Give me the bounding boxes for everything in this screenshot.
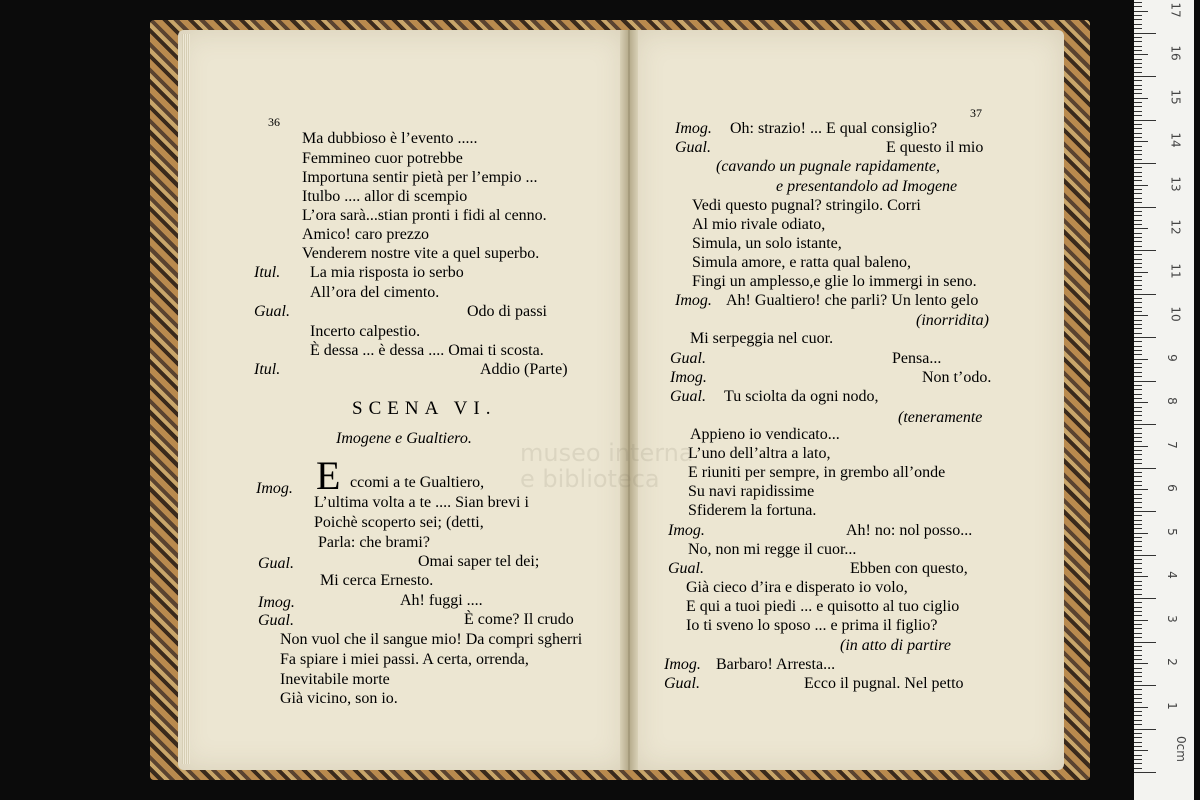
verse-line: Io ti sveno lo sposo ... e prima il figlio? (686, 617, 938, 634)
ruler-minor-tick (1134, 154, 1142, 155)
ruler-minor-tick (1134, 172, 1142, 173)
verse-line: Itulbo .... allor di scempio (302, 188, 468, 205)
scene-heading: SCENA VI. (352, 398, 497, 419)
ruler-minor-tick (1134, 711, 1142, 712)
ruler-minor-tick (1134, 159, 1142, 160)
speaker-label: Gual. (670, 350, 706, 367)
ruler-minor-tick (1134, 528, 1142, 529)
speaker-label: Gual. (258, 555, 294, 572)
verse-line: Vedi questo pugnal? stringilo. Corri (692, 197, 921, 214)
ruler-minor-tick (1134, 676, 1142, 677)
ruler-minor-tick (1134, 450, 1142, 451)
ruler-minor-tick (1134, 607, 1142, 608)
ruler-minor-tick (1134, 150, 1142, 151)
verse-line: Ah! Gualtiero! che parli? Un lento gelo (726, 292, 979, 309)
verse-line: L’uno dell’altra a lato, (688, 445, 831, 462)
ruler-tick (1134, 685, 1156, 686)
verse-line: Inevitabile morte (280, 671, 390, 688)
verse-line: Importuna sentir pietà per l’empio ... (302, 169, 538, 186)
ruler-minor-tick (1134, 715, 1142, 716)
speaker-label: Imog. (256, 480, 293, 497)
speaker-label: Imog. (675, 120, 712, 137)
verse-line: No, non mi regge il cuor... (688, 541, 857, 558)
speaker-label: Gual. (668, 560, 704, 577)
ruler-minor-tick (1134, 472, 1142, 473)
ruler-minor-tick (1134, 576, 1148, 577)
ruler-minor-tick (1134, 759, 1142, 760)
ruler-label: 10 (1168, 306, 1183, 322)
ruler-label: 7 (1164, 440, 1179, 449)
ruler-minor-tick (1134, 363, 1142, 364)
ruler-minor-tick (1134, 624, 1142, 625)
ruler-label: 2 (1164, 658, 1179, 666)
ruler-minor-tick (1134, 507, 1142, 508)
ruler-minor-tick (1134, 646, 1142, 647)
ruler-label: 4 (1164, 571, 1179, 579)
ruler-minor-tick (1134, 750, 1148, 751)
ruler-minor-tick (1134, 768, 1142, 769)
ruler-minor-tick (1134, 328, 1142, 329)
ruler-minor-tick (1134, 98, 1148, 99)
ruler-minor-tick (1134, 742, 1142, 743)
ruler-minor-tick (1134, 550, 1142, 551)
ruler-minor-tick (1134, 737, 1142, 738)
ruler-minor-tick (1134, 41, 1142, 42)
ruler-minor-tick (1134, 241, 1142, 242)
ruler-tick (1134, 207, 1156, 208)
ruler-minor-tick (1134, 267, 1142, 268)
page-number-right: 37 (970, 106, 982, 120)
verse-line: Mi serpeggia nel cuor. (690, 330, 834, 347)
ruler-minor-tick (1134, 541, 1142, 542)
ruler-minor-tick (1134, 498, 1142, 499)
ruler-minor-tick (1134, 102, 1142, 103)
ruler-minor-tick (1134, 520, 1142, 521)
ruler-minor-tick (1134, 724, 1142, 725)
page-number-left: 36 (268, 115, 280, 129)
ruler-minor-tick (1134, 80, 1142, 81)
ruler-minor-tick (1134, 367, 1142, 368)
ruler-minor-tick (1134, 763, 1142, 764)
ruler-label: 16 (1168, 45, 1183, 61)
verse-line: Simula, un solo istante, (692, 235, 842, 252)
ruler-tick (1134, 163, 1156, 164)
verse-line: Appieno io vendicato... (690, 426, 840, 443)
verse-line: E questo il mio (886, 139, 984, 156)
verse-line: Pensa... (892, 350, 942, 367)
ruler-tick (1134, 381, 1156, 382)
verse-line: ccomi a te Gualtiero, (350, 474, 485, 491)
ruler-label: 5 (1164, 527, 1179, 536)
ruler-minor-tick (1134, 494, 1142, 495)
ruler-minor-tick (1134, 672, 1142, 673)
ruler-minor-tick (1134, 411, 1142, 412)
ruler-minor-tick (1134, 298, 1142, 299)
ruler-minor-tick (1134, 85, 1142, 86)
speaker-label: Gual. (675, 139, 711, 156)
ruler-minor-tick (1134, 459, 1142, 460)
ruler-minor-tick (1134, 611, 1142, 612)
measurement-ruler (1134, 0, 1194, 800)
ruler-minor-tick (1134, 454, 1142, 455)
ruler-minor-tick (1134, 315, 1148, 316)
ruler-minor-tick (1134, 37, 1142, 38)
ruler-minor-tick (1134, 346, 1142, 347)
ruler-tick (1134, 294, 1156, 295)
speaker-label: Imog. (670, 369, 707, 386)
ruler-minor-tick (1134, 185, 1148, 186)
ruler-minor-tick (1134, 224, 1142, 225)
ruler-minor-tick (1134, 167, 1142, 168)
ruler-minor-tick (1134, 176, 1142, 177)
ruler-minor-tick (1134, 668, 1142, 669)
verse-line: Addio (Parte) (480, 361, 568, 378)
ruler-minor-tick (1134, 533, 1148, 534)
ruler-minor-tick (1134, 280, 1142, 281)
ruler-minor-tick (1134, 594, 1142, 595)
ruler-minor-tick (1134, 198, 1142, 199)
ruler-minor-tick (1134, 398, 1142, 399)
ruler-minor-tick (1134, 115, 1142, 116)
ruler-minor-tick (1134, 254, 1142, 255)
speaker-label: Imog. (675, 292, 712, 309)
verse-line: Amico! caro prezzo (302, 226, 430, 243)
ruler-minor-tick (1134, 481, 1142, 482)
ruler-label: 0cm (1173, 736, 1188, 762)
ruler-minor-tick (1134, 72, 1142, 73)
ruler-minor-tick (1134, 263, 1142, 264)
ruler-minor-tick (1134, 581, 1142, 582)
speaker-label: Gual. (664, 675, 700, 692)
ruler-minor-tick (1134, 354, 1142, 355)
verse-line: Mi cerca Ernesto. (320, 572, 434, 589)
ruler-minor-tick (1134, 180, 1142, 181)
ruler-tick (1134, 468, 1156, 469)
ruler-minor-tick (1134, 146, 1142, 147)
ruler-label: 9 (1164, 353, 1179, 362)
drop-cap-letter: E (316, 453, 341, 498)
verse-line: Odo di passi (467, 303, 547, 320)
ruler-minor-tick (1134, 559, 1142, 560)
verse-line: Su navi rapidissime (688, 483, 815, 500)
ruler-label: 1 (1164, 701, 1179, 710)
verse-line: E riuniti per sempre, in grembo all’onde (688, 464, 946, 481)
verse-line: Omai saper tel dei; (418, 553, 540, 570)
ruler-minor-tick (1134, 572, 1142, 573)
ruler-minor-tick (1134, 276, 1142, 277)
verse-line: È dessa ... è dessa .... Omai ti scosta. (310, 342, 544, 359)
ruler-minor-tick (1134, 446, 1148, 447)
ruler-minor-tick (1134, 307, 1142, 308)
verse-line: Ma dubbioso è l’evento ..... (302, 130, 478, 147)
ruler-minor-tick (1134, 228, 1148, 229)
stage-direction: (inorridita) (916, 312, 989, 329)
ruler-minor-tick (1134, 407, 1142, 408)
ruler-minor-tick (1134, 489, 1148, 490)
ruler-minor-tick (1134, 350, 1142, 351)
library-watermark (520, 440, 694, 492)
ruler-minor-tick (1134, 202, 1142, 203)
verse-line: Fingi un amplesso,e glie lo immergi in seno. (692, 273, 977, 290)
ruler-minor-tick (1134, 602, 1142, 603)
ruler-minor-tick (1134, 50, 1142, 51)
ruler-minor-tick (1134, 615, 1142, 616)
ruler-minor-tick (1134, 89, 1142, 90)
verse-line: Già cieco d’ira e disperato io volo, (686, 579, 908, 596)
ruler-minor-tick (1134, 237, 1142, 238)
verse-line: Venderem nostre vite a quel superbo. (302, 245, 540, 262)
ruler-minor-tick (1134, 385, 1142, 386)
verse-line: Ah! fuggi .... (400, 592, 483, 609)
stage-direction: e presentandolo ad Imogene (776, 178, 958, 195)
book-gutter (620, 30, 638, 770)
verse-line: È come? Il crudo (464, 611, 574, 628)
verse-line: Incerto calpestio. (310, 323, 421, 340)
ruler-label: 15 (1168, 88, 1183, 105)
ruler-label: 11 (1168, 262, 1183, 279)
ruler-minor-tick (1134, 359, 1148, 360)
ruler-minor-tick (1134, 302, 1142, 303)
watermark-line: e biblioteca (520, 465, 660, 493)
ruler-minor-tick (1134, 515, 1142, 516)
ruler-tick (1134, 76, 1156, 77)
verse-line: Non vuol che il sangue mio! Da compri sgherri (280, 631, 583, 648)
ruler-tick (1134, 120, 1156, 121)
ruler-minor-tick (1134, 141, 1148, 142)
ruler-minor-tick (1134, 11, 1148, 12)
ruler-minor-tick (1134, 320, 1142, 321)
ruler-minor-tick (1134, 59, 1142, 60)
ruler-minor-tick (1134, 19, 1142, 20)
ruler-label: 13 (1168, 175, 1183, 192)
ruler-minor-tick (1134, 441, 1142, 442)
ruler-minor-tick (1134, 755, 1142, 756)
stage-direction: (teneramente (898, 409, 983, 426)
ruler-minor-tick (1134, 189, 1142, 190)
verse-line: La mia risposta io serbo (310, 264, 464, 281)
verse-line: All’ora del cimento. (310, 284, 440, 301)
verse-line: Barbaro! Arresta... (716, 656, 836, 673)
ruler-minor-tick (1134, 2, 1142, 3)
ruler-minor-tick (1134, 650, 1142, 651)
ruler-minor-tick (1134, 6, 1142, 7)
speaker-label: Itul. (254, 264, 281, 281)
ruler-minor-tick (1134, 324, 1142, 325)
speaker-label: Itul. (254, 361, 281, 378)
ruler-minor-tick (1134, 272, 1148, 273)
ruler-minor-tick (1134, 663, 1148, 664)
ruler-minor-tick (1134, 246, 1142, 247)
ruler-minor-tick (1134, 681, 1142, 682)
ruler-minor-tick (1134, 733, 1142, 734)
ruler-minor-tick (1134, 133, 1142, 134)
ruler-minor-tick (1134, 402, 1148, 403)
ruler-tick (1134, 337, 1156, 338)
ruler-minor-tick (1134, 28, 1142, 29)
ruler-minor-tick (1134, 372, 1142, 373)
watermark-line: museo interna (520, 439, 694, 467)
speaker-label: Gual. (254, 303, 290, 320)
ruler-tick (1134, 729, 1156, 730)
ruler-tick (1134, 555, 1156, 556)
ruler-minor-tick (1134, 220, 1142, 221)
verse-line: Già vicino, son io. (280, 690, 398, 707)
ruler-minor-tick (1134, 689, 1142, 690)
ruler-tick (1134, 598, 1156, 599)
stage-direction: (in atto di partire (840, 637, 951, 654)
ruler-minor-tick (1134, 537, 1142, 538)
verse-line: Al mio rivale odiato, (692, 216, 826, 233)
ruler-minor-tick (1134, 376, 1142, 377)
verse-line: Non t’odo. (922, 369, 992, 386)
ruler-label: 8 (1164, 397, 1179, 405)
verse-line: Ah! no: nol posso... (846, 522, 973, 539)
ruler-label: 12 (1168, 219, 1183, 235)
ruler-minor-tick (1134, 659, 1142, 660)
ruler-minor-tick (1134, 15, 1142, 16)
verse-line: Parla: che brami? (318, 534, 430, 551)
verse-line: L’ultima volta a te .... Sian brevi i (314, 494, 529, 511)
ruler-minor-tick (1134, 485, 1142, 486)
verse-line: Ecco il pugnal. Nel petto (804, 675, 964, 692)
ruler-label: 14 (1168, 132, 1183, 148)
ruler-minor-tick (1134, 93, 1142, 94)
ruler-minor-tick (1134, 311, 1142, 312)
ruler-minor-tick (1134, 394, 1142, 395)
ruler-minor-tick (1134, 746, 1142, 747)
speaker-label: Imog. (668, 522, 705, 539)
ruler-minor-tick (1134, 137, 1142, 138)
ruler-tick (1134, 642, 1156, 643)
ruler-minor-tick (1134, 67, 1142, 68)
speaker-label: Imog. (664, 656, 701, 673)
ruler-label: 6 (1164, 484, 1179, 492)
ruler-minor-tick (1134, 111, 1142, 112)
ruler-tick (1134, 424, 1156, 425)
ruler-minor-tick (1134, 476, 1142, 477)
ruler-tick (1134, 250, 1156, 251)
ruler-minor-tick (1134, 63, 1142, 64)
verse-line: Oh: strazio! ... E qual consiglio? (730, 120, 938, 137)
ruler-minor-tick (1134, 415, 1142, 416)
ruler-minor-tick (1134, 698, 1142, 699)
ruler-minor-tick (1134, 524, 1142, 525)
ruler-minor-tick (1134, 211, 1142, 212)
ruler-minor-tick (1134, 546, 1142, 547)
ruler-label: 3 (1164, 614, 1179, 623)
ruler-minor-tick (1134, 628, 1142, 629)
ruler-minor-tick (1134, 702, 1142, 703)
verse-line: Tu sciolta da ogni nodo, (724, 388, 879, 405)
ruler-minor-tick (1134, 633, 1142, 634)
ruler-minor-tick (1134, 620, 1148, 621)
ruler-minor-tick (1134, 215, 1142, 216)
ruler-minor-tick (1134, 568, 1142, 569)
ruler-tick (1134, 511, 1156, 512)
verse-line: Simula amore, e ratta qual baleno, (692, 254, 912, 271)
scene-characters: Imogene e Gualtiero. (336, 430, 472, 447)
ruler-minor-tick (1134, 502, 1142, 503)
ruler-minor-tick (1134, 341, 1142, 342)
ruler-minor-tick (1134, 463, 1142, 464)
ruler-minor-tick (1134, 428, 1142, 429)
ruler-minor-tick (1134, 389, 1142, 390)
ruler-minor-tick (1134, 707, 1148, 708)
ruler-minor-tick (1134, 259, 1142, 260)
verse-line: L’ora sarà...stian pronti i fidi al cenno. (302, 207, 547, 224)
ruler-minor-tick (1134, 333, 1142, 334)
verse-line: Poichè scoperto sei; (detti, (314, 514, 484, 531)
speaker-label: Gual. (670, 388, 706, 405)
ruler-minor-tick (1134, 433, 1142, 434)
ruler-label: 17 (1168, 1, 1183, 18)
ruler-minor-tick (1134, 46, 1142, 47)
speaker-label: Gual. (258, 612, 294, 629)
stage-direction: (cavando un pugnale rapidamente, (716, 158, 940, 175)
ruler-minor-tick (1134, 585, 1142, 586)
ruler-minor-tick (1134, 233, 1142, 234)
ruler-tick (1134, 772, 1156, 773)
verse-line: Femmineo cuor potrebbe (302, 150, 463, 167)
ruler-minor-tick (1134, 24, 1142, 25)
ruler-minor-tick (1134, 637, 1142, 638)
ruler-minor-tick (1134, 285, 1142, 286)
ruler-minor-tick (1134, 106, 1142, 107)
ruler-minor-tick (1134, 128, 1142, 129)
verse-line: Sfiderem la fortuna. (688, 502, 817, 519)
ruler-minor-tick (1134, 563, 1142, 564)
ruler-minor-tick (1134, 124, 1142, 125)
ruler-tick (1134, 33, 1156, 34)
verse-line: Ebben con questo, (850, 560, 968, 577)
ruler-minor-tick (1134, 694, 1142, 695)
page-edges (182, 34, 190, 764)
ruler-minor-tick (1134, 720, 1142, 721)
ruler-minor-tick (1134, 655, 1142, 656)
ruler-minor-tick (1134, 589, 1142, 590)
speaker-label: Imog. (258, 594, 295, 611)
ruler-minor-tick (1134, 420, 1142, 421)
ruler-minor-tick (1134, 54, 1148, 55)
ruler-minor-tick (1134, 289, 1142, 290)
verse-line: Fa spiare i miei passi. A certa, orrenda, (280, 651, 529, 668)
ruler-minor-tick (1134, 437, 1142, 438)
verse-line: E qui a tuoi piedi ... e quisotto al tuo ciglio (686, 598, 960, 615)
ruler-minor-tick (1134, 193, 1142, 194)
